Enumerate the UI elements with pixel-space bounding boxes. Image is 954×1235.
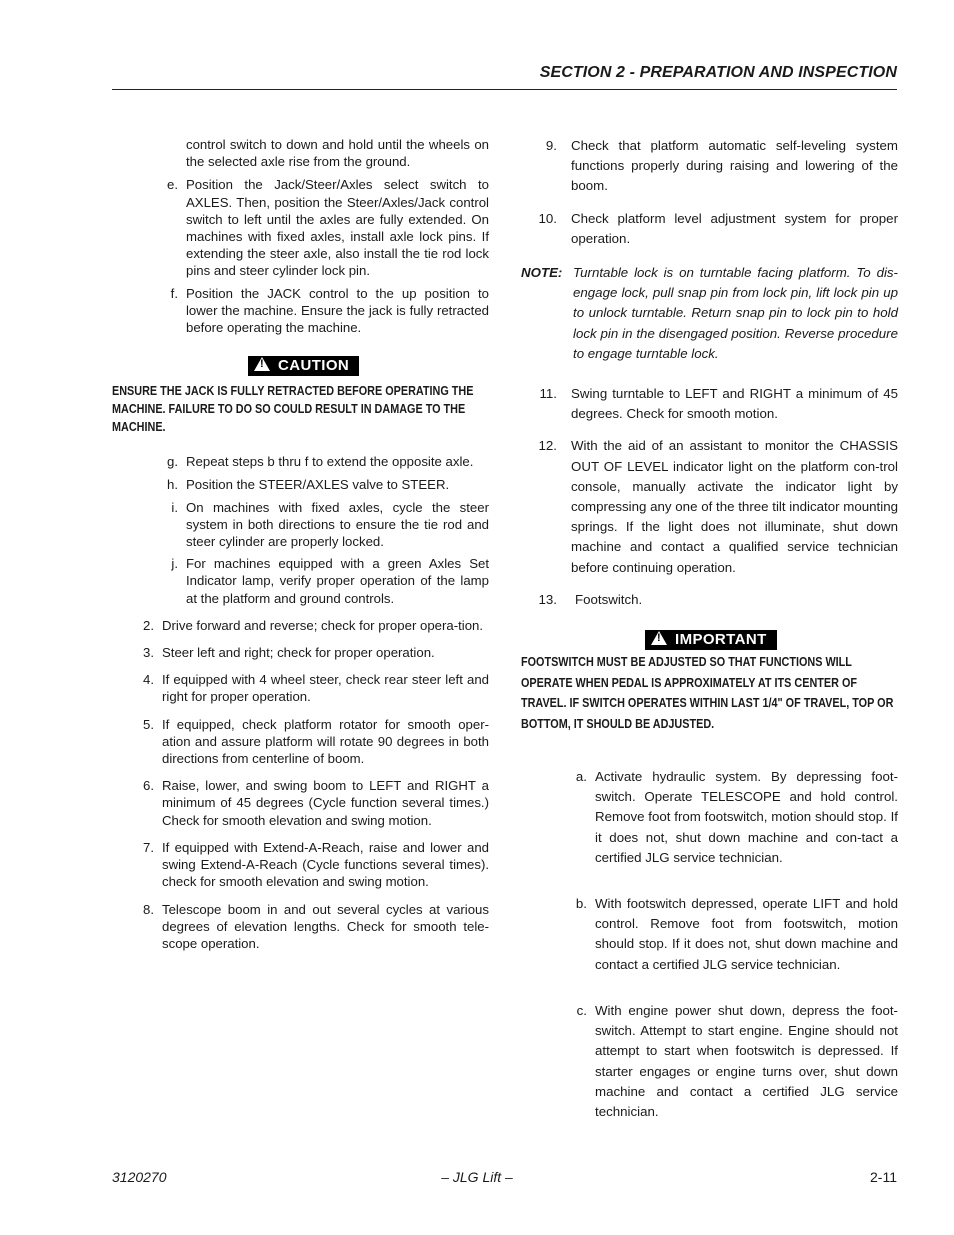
section-title: SECTION 2 - PREPARATION AND INSPECTION [539,64,897,81]
caution-text: ENSURE THE JACK IS FULLY RETRACTED BEFORE OPERATING THE MACHINE. FAILURE TO DO SO COULD RESULT IN DAMAGE TO THE MACHINE. [112,384,474,435]
step-text: If equipped, check platform rotator for smooth oper-ation and assure platform will rotate 90 degrees in both directions from centerline of boom. [162,716,489,767]
caution-badge: !CAUTION [248,356,359,376]
note-label: NOTE: [521,265,563,281]
step-marker: 4. [143,672,154,688]
step-5 [112,716,489,768]
step-13 [521,590,898,610]
important-header [521,630,898,652]
important-text: FOOTSWITCH MUST BE ADJUSTED SO THAT FUNCTIONS WILL OPERATE WHEN PEDAL IS APPROXIMATELY AT ITS CENTER OF TRAVEL. IF SWITCH OPERATES WITHIN LAST 1/4" OF TRAVEL, TOP OR BOTTOM, IT SHOULD BE ADJUSTED. [521,655,894,731]
step-marker: 6. [143,778,154,794]
step-8 [112,901,489,953]
step-c [521,1001,898,1122]
step-e [112,176,489,279]
left-column [112,136,489,952]
step-marker: h. [167,477,178,493]
step-marker: i. [171,499,178,515]
footer-page-number: 2-11 [870,1169,897,1185]
step-h [112,476,489,493]
step-text: Check platform level adjustment system for proper operation. [571,210,898,246]
note-block [521,263,898,364]
step-10 [521,209,898,249]
step-text: For machines equipped with a green Axles Set Indicator lamp, verify proper operation of the lamp at the platform and ground controls. [186,556,489,606]
step-text: Footswitch. [575,591,643,607]
step-text: Activate hydraulic system. By depressing foot-switch. Operate TELESCOPE and hold control. Remove foot from footswitch, motion should stop. If it does not, shut down machine and con-tact a certified JLG service technician. [595,769,898,865]
footer-brand: – JLG Lift – [441,1169,513,1185]
step-2 [112,617,489,634]
step-marker: 13. [538,591,557,607]
step-text: If equipped with 4 wheel steer, check rear steer left and right for proper operation. [162,672,489,705]
caution-header [112,356,489,378]
header-divider [112,89,897,90]
warning-triangle-icon [651,631,667,645]
step-6 [112,777,489,829]
step-marker: c. [576,1002,587,1018]
step-i [112,499,489,551]
note-text: Turntable lock is on turntable facing platform. To dis-engage lock, pull snap pin from lock pin, lift lock pin up to unlock turntable. Return snap pin to lock pin to hold lock pin in the disengaged position. Reverse procedure to engage turntable lock. [573,265,898,361]
step-marker: 2. [143,617,154,633]
step-marker: f. [170,285,178,301]
step-text: Position the STEER/AXLES valve to STEER. [186,477,450,493]
step-text: Position the Jack/Steer/Axles select switch to AXLES. Then, position the Steer/Axles/Jack control switch to left until the axles are fully extended. On machines with fixed axles, install axle lock pins. If extending the steer axle, also install the tie rod lock pins and steer cylinder lock pin. [186,177,489,279]
step-11 [521,384,898,424]
step-marker: g. [167,454,178,470]
step-text: Swing turntable to LEFT and RIGHT a minimum of 45 degrees. Check for smooth motion. [571,386,898,422]
step-a [521,767,898,868]
step-marker: 10. [538,210,557,226]
continued-step-text: control switch to down and hold until the wheels on the selected axle rise from the ground. [186,137,489,170]
step-f [112,285,489,337]
step-4 [112,671,489,705]
step-marker: j. [171,556,178,572]
step-text: If equipped with Extend-A-Reach, raise and lower and swing Extend-A-Reach (Cycle functions several times). check for smooth elevation and swing motion. [162,839,489,890]
step-7 [112,839,489,891]
step-text: Position the JACK control to the up position to lower the machine. Ensure the jack is fully retracted before operating the machine. [186,285,489,336]
step-marker: a. [575,769,587,785]
step-text: Raise, lower, and swing boom to LEFT and RIGHT a minimum of 45 degrees (Cycle function several times.) Check for smooth elevation and swing motion. [162,778,489,828]
step-marker: 3. [143,645,154,661]
step-text: Repeat steps b thru f to extend the opposite axle. [186,454,474,470]
step-text: With engine power shut down, depress the foot-switch. Attempt to start engine. Engine should not attempt to start when footswitch is depressed. If starter engages or engine turns over, shut down machine and contact a certified JLG service technician. [595,1002,898,1119]
step-marker: 5. [143,716,154,732]
step-marker: 9. [545,138,557,153]
step-marker: 11. [539,386,557,402]
step-marker: e. [167,177,178,193]
step-j [112,555,489,607]
step-text: On machines with fixed axles, cycle the steer system in both directions to ensure the tie rod and steer cylinder are properly locked. [186,499,489,550]
right-column [521,136,898,1122]
step-b [521,894,898,975]
step-3 [112,644,489,661]
step-g [112,453,489,470]
step-marker: 8. [143,901,154,917]
step-9 [521,136,898,197]
footer-doc-number: 3120270 [112,1169,167,1185]
step-marker: b. [575,896,587,912]
step-text: Telescope boom in and out several cycles at various degrees of elevation lengths. Check for smooth tele-scope operation. [162,901,489,951]
step-text: Drive forward and reverse; check for proper opera-tion. [162,617,484,633]
step-12 [521,436,898,577]
warning-triangle-icon [254,357,270,371]
step-text: With footswitch depressed, operate LIFT and hold control. Remove foot from footswitch, motion should stop. If it does not, shut down machine and contact a certified JLG service technician. [595,896,898,972]
step-marker: 12. [538,438,557,454]
important-badge: !IMPORTANT [645,630,777,650]
step-text: Check that platform automatic self-leveling system functions properly during raising and lowering of the boom. [571,138,898,194]
step-marker: 7. [143,839,154,855]
step-text: Steer left and right; check for proper operation. [162,645,435,661]
step-text: With the aid of an assistant to monitor the CHASSIS OUT OF LEVEL indicator light on the platform con-trol console, manually activate the indicator light by compressing any one of the three tilt indicator mounting springs. If the light does not illuminate, shut down machine and contact a qualified service technician before continuing operation. [571,438,898,575]
